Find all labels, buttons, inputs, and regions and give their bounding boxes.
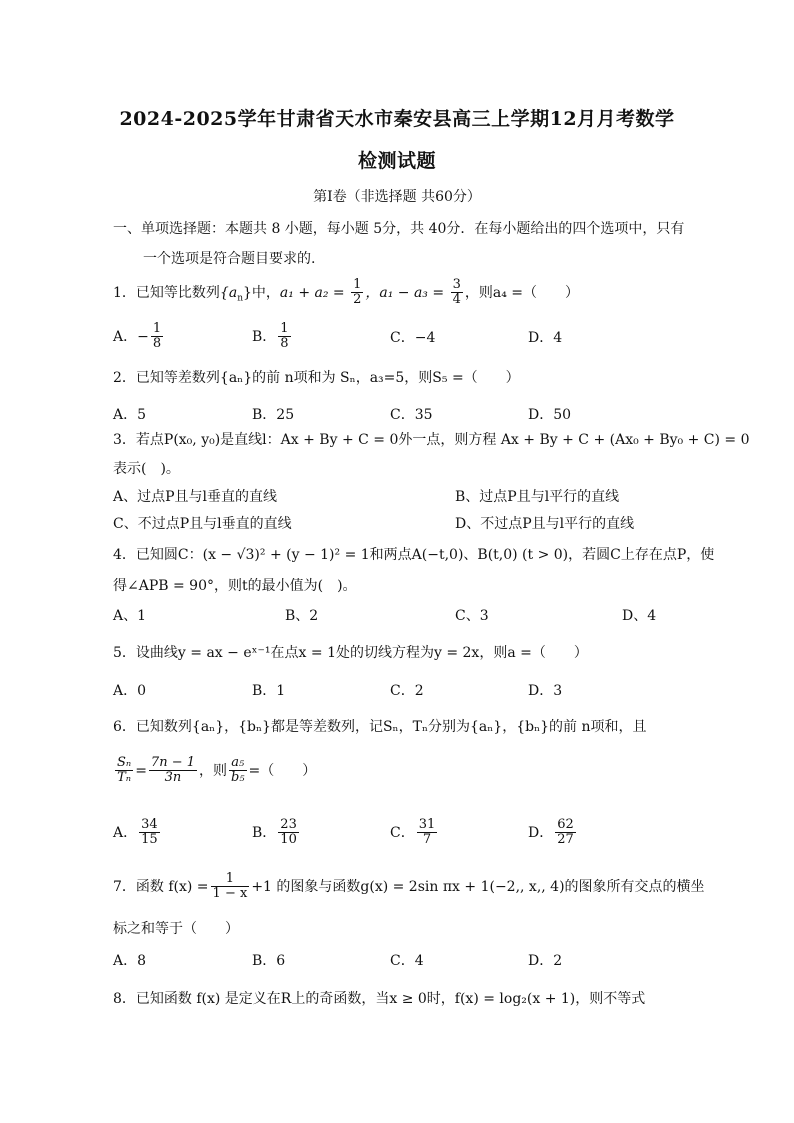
q5-option-a: A．0 (113, 683, 147, 699)
q3-option-c: C、不过点P且与l垂直的直线 (113, 516, 292, 532)
section1-intro-cont: 一个选项是符合题目要求的. (143, 251, 316, 267)
q1-option-d: D．4 (528, 330, 563, 346)
q5-option-b: B．1 (252, 683, 286, 699)
q1-option-c: C．−4 (390, 330, 436, 346)
question-8: 8．已知函数 f(x) 是定义在R上的奇函数，当x ≥ 0时，f(x) = log₂(x + 1)，则不等式 (113, 991, 646, 1007)
question-5: 5．设曲线y = ax − eˣ⁻¹在点x = 1处的切线方程为y = 2x，则a =（ ） (113, 645, 588, 661)
question-1: 1．已知等比数列$\{a_n\}$中，a₁ + a₂ = $\frac{1}{2}$ ，a₁ − a₃ = $\frac{3}{4}$ ，则a₄ =（ ） (113, 277, 579, 308)
q7-option-a: A．8 (113, 953, 147, 969)
q1-fraction-2: $\frac{3}{4}$ (452, 277, 461, 308)
q2-option-d: D．50 (528, 407, 572, 423)
question-6-formula: $\frac{\text{Sₙ}}{\text{Tₙ}}$ = $\frac{7n - 1}{3n}$ ，则 $\frac{\text{a₅}}{\text{b₅}}$ =（ ） (117, 755, 317, 786)
q1-option-a: A．− $\frac{1}{8}$ (113, 321, 162, 352)
q4-option-c: C、3 (455, 608, 489, 624)
q2-option-b: B．25 (252, 407, 295, 423)
q4-option-a: A、1 (113, 608, 147, 624)
q6-option-d: D． $\frac{62}{27}$ (528, 817, 574, 848)
q3-option-d: D、不过点P且与l平行的直线 (455, 516, 635, 532)
q2-option-a: A．5 (113, 407, 147, 423)
question-7-cont: 标之和等于（ ） (113, 921, 239, 937)
section1-intro: 一、单项选择题：本题共 8 小题，每小题 5分，共 40分．在每小题给出的四个选项中，只有 (113, 221, 685, 237)
question-2: 2．已知等差数列{aₙ}的前 n项和为 Sₙ，a₃=5，则S₅ =（ ） (113, 370, 520, 386)
q6-option-c: C． $\frac{31}{7}$ (390, 817, 436, 848)
q4-option-d: D、4 (622, 608, 657, 624)
q2-option-c: C．35 (390, 407, 433, 423)
doc-title-line2: 检测试题 (357, 150, 436, 172)
q6-option-b: B． $\frac{23}{10}$ (252, 817, 297, 848)
q5-option-c: C．2 (390, 683, 424, 699)
q7-option-b: B．6 (252, 953, 286, 969)
question-7: 7．函数 f(x) = $\frac{1}{1 - x}$ +1 的图象与函数g(x) = 2sin πx + 1(−2,, x,, 4)的图象所有交点的横坐 (113, 871, 705, 902)
question-4: 4．已知圆C：(x − √3)² + (y − 1)² = 1和两点A(−t,0)、B(t,0) (t > 0)，若圆C上存在点P，使 (113, 547, 715, 563)
question-3: 3．若点P(x₀, y₀)是直线l：Ax + By + C = 0外一点，则方程 Ax + By + C + (Ax₀ + By₀ + C) = 0 (113, 432, 750, 448)
q7-option-d: D．2 (528, 953, 563, 969)
question-3-cont: 表示( )。 (113, 461, 180, 477)
q1-fraction-1: $\frac{1}{2}$ (353, 277, 362, 308)
question-4-cont: 得∠APB = 90°，则t的最小值为( )。 (113, 578, 357, 594)
q4-option-b: B、2 (285, 608, 319, 624)
q3-option-a: A、过点P且与l垂直的直线 (113, 489, 278, 505)
volume-label: 第Ⅰ卷（非选择题 共60分） (313, 189, 481, 205)
q3-option-b: B、过点P且与l平行的直线 (455, 489, 620, 505)
q6-option-a: A． $\frac{34}{15}$ (113, 817, 158, 848)
q1-option-b: B． $\frac{1}{8}$ (252, 321, 289, 352)
doc-title-line1: 2024-2025学年甘肃省天水市秦安县高三上学期12月月考数学 (119, 108, 675, 130)
q7-option-c: C．4 (390, 953, 424, 969)
q5-option-d: D．3 (528, 683, 563, 699)
question-6: 6．已知数列{aₙ}，{bₙ}都是等差数列，记Sₙ，Tₙ分别为{aₙ}，{bₙ}的前 n项和，且 (113, 719, 647, 735)
